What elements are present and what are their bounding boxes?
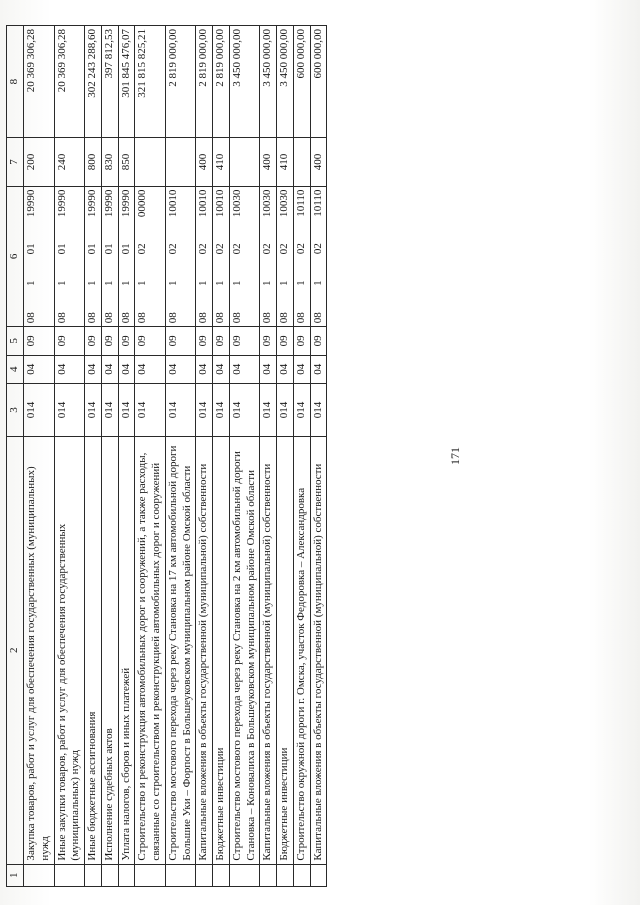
cell-col-5: 09 (293, 327, 310, 355)
cell-col-4: 04 (54, 355, 85, 383)
target-code (261, 190, 275, 324)
cell-col-3: 014 (196, 383, 213, 436)
target-code (86, 190, 100, 324)
code-part-4: 10030 (278, 189, 290, 218)
table-row (213, 26, 230, 887)
code-part-1: 08 (55, 312, 68, 324)
cell-col-6 (310, 186, 327, 327)
code-part-3: 02 (230, 243, 243, 255)
target-code (136, 190, 150, 324)
code-part-3: 01 (55, 243, 68, 255)
cell-name: Строительство и реконструкция автомобильных дорог и сооружений, а также расходы, связанные со строительством и реконструкцией автомобильных дорог и сооружений (135, 437, 166, 865)
cell-col-6 (135, 186, 166, 327)
code-part-2: 1 (197, 280, 210, 287)
cell-col-1 (101, 864, 118, 886)
cell-col-5: 09 (277, 327, 294, 355)
cell-col-5: 09 (213, 327, 230, 355)
code-part-3: 02 (261, 243, 274, 255)
cell-col-1 (293, 864, 310, 886)
cell-col-5: 09 (196, 327, 213, 355)
code-part-2: 1 (86, 280, 98, 287)
code-part-1: 08 (119, 312, 132, 324)
code-part-1: 08 (311, 312, 324, 324)
cell-col-6 (101, 186, 118, 327)
target-code (25, 190, 39, 324)
cell-col-6 (54, 186, 85, 327)
cell-name: Строительство мостового перехода через реку Становка на 2 км автомобильной дороги Становка – Коновалиха в Большеуковском муниципальном районе Омской области (229, 437, 260, 865)
header-col-8: 8 (7, 26, 24, 138)
code-part-4: 19990 (86, 189, 98, 218)
cell-col-1 (310, 864, 327, 886)
code-part-2: 1 (25, 280, 37, 287)
code-part-2: 1 (55, 280, 68, 287)
cell-name: Капитальные вложения в объекты государственной (муниципальной) собственности (196, 437, 213, 865)
target-code (231, 190, 245, 324)
cell-col-7: 830 (101, 138, 118, 186)
code-part-3: 02 (214, 243, 226, 255)
cell-name: Закупка товаров, работ и услуг для обеспечения государственных (муниципальных) нужд (24, 437, 55, 865)
cell-col-6 (293, 186, 310, 327)
cell-name: Строительство окружной дороги г. Омска, участок Федоровка – Александровка (293, 437, 310, 865)
header-col-3: 3 (7, 383, 24, 436)
cell-col-4: 04 (293, 355, 310, 383)
cell-col-5: 09 (165, 327, 196, 355)
target-code (120, 190, 134, 324)
cell-col-3: 014 (101, 383, 118, 436)
cell-amount: 3 450 000,00 (277, 26, 294, 138)
cell-col-3: 014 (135, 383, 166, 436)
code-part-2: 1 (166, 280, 179, 287)
cell-col-4: 04 (135, 355, 166, 383)
table-row (165, 26, 196, 887)
cell-col-3: 014 (118, 383, 135, 436)
cell-name: Бюджетные инвестиции (277, 437, 294, 865)
cell-col-3: 014 (310, 383, 327, 436)
code-part-4: 19990 (119, 189, 132, 218)
cell-col-3: 014 (24, 383, 55, 436)
code-part-1: 08 (166, 312, 179, 324)
page-number: 171 (448, 447, 462, 465)
code-part-3: 01 (25, 243, 37, 255)
cell-col-6 (277, 186, 294, 327)
code-part-1: 08 (294, 312, 307, 324)
cell-col-6 (196, 186, 213, 327)
cell-amount: 3 450 000,00 (260, 26, 277, 138)
code-part-4: 10110 (311, 189, 324, 217)
header-col-5: 5 (7, 327, 24, 355)
cell-col-7: 200 (24, 138, 55, 186)
cell-col-7 (165, 138, 196, 186)
table-row (277, 26, 294, 887)
code-part-3: 01 (102, 243, 115, 255)
header-col-2: 2 (7, 437, 24, 865)
header-col-6: 6 (7, 186, 24, 327)
cell-name: Иные закупки товаров, работ и услуг для обеспечения государственных (муниципальных) нужд (54, 437, 85, 865)
cell-col-4: 04 (277, 355, 294, 383)
cell-col-4: 04 (101, 355, 118, 383)
table-row (85, 26, 102, 887)
target-code (295, 190, 309, 324)
cell-col-4: 04 (229, 355, 260, 383)
cell-col-3: 014 (85, 383, 102, 436)
cell-amount: 397 812,53 (101, 26, 118, 138)
cell-col-3: 014 (213, 383, 230, 436)
cell-name: Капитальные вложения в объекты государственной (муниципальной) собственности (260, 437, 277, 865)
cell-amount: 20 369 306,28 (54, 26, 85, 138)
table-row (118, 26, 135, 887)
cell-col-5: 09 (54, 327, 85, 355)
code-part-1: 08 (86, 312, 98, 324)
cell-col-5: 09 (101, 327, 118, 355)
code-part-3: 02 (278, 243, 290, 255)
code-part-3: 01 (119, 243, 132, 255)
cell-col-5: 09 (310, 327, 327, 355)
cell-col-7: 850 (118, 138, 135, 186)
table-row (135, 26, 166, 887)
cell-col-1 (196, 864, 213, 886)
cell-name: Бюджетные инвестиции (213, 437, 230, 865)
cell-col-7 (293, 138, 310, 186)
code-part-4: 00000 (136, 189, 149, 218)
cell-col-1 (277, 864, 294, 886)
cell-col-4: 04 (310, 355, 327, 383)
cell-amount: 321 815 825,21 (135, 26, 166, 138)
header-col-7: 7 (7, 138, 24, 186)
cell-col-1 (85, 864, 102, 886)
cell-col-1 (213, 864, 230, 886)
code-part-2: 1 (230, 280, 243, 287)
cell-col-6 (260, 186, 277, 327)
code-part-3: 02 (311, 243, 324, 255)
cell-col-6 (24, 186, 55, 327)
cell-col-4: 04 (165, 355, 196, 383)
code-part-1: 08 (102, 312, 115, 324)
cell-amount: 20 369 306,28 (24, 26, 55, 138)
target-code (278, 190, 292, 324)
cell-col-7: 410 (213, 138, 230, 186)
cell-col-4: 04 (24, 355, 55, 383)
code-part-3: 02 (166, 243, 179, 255)
cell-col-6 (165, 186, 196, 327)
table-row (293, 26, 310, 887)
code-part-2: 1 (294, 280, 307, 286)
table-row (24, 26, 55, 887)
cell-col-1 (24, 864, 55, 886)
cell-amount: 301 845 476,07 (118, 26, 135, 138)
cell-col-5: 09 (118, 327, 135, 355)
code-part-1: 08 (136, 312, 149, 324)
cell-col-7 (135, 138, 166, 186)
cell-name: Уплата налогов, сборов и иных платежей (118, 437, 135, 865)
cell-col-7: 800 (85, 138, 102, 186)
code-part-4: 19990 (102, 189, 115, 218)
table-row (196, 26, 213, 887)
code-part-4: 19990 (25, 189, 37, 218)
cell-name: Строительство мостового перехода через реку Становка на 17 км автомобильной дороги Большие Уки – Форпост в Большеуковском муниципальном районе Омской области (165, 437, 196, 865)
code-part-3: 02 (197, 243, 210, 255)
cell-col-4: 04 (196, 355, 213, 383)
code-part-2: 1 (278, 280, 290, 287)
code-part-2: 1 (311, 280, 324, 286)
cell-col-5: 09 (260, 327, 277, 355)
cell-col-3: 014 (165, 383, 196, 436)
target-code (214, 190, 228, 324)
cell-col-6 (118, 186, 135, 327)
cell-amount: 600 000,00 (310, 26, 327, 138)
cell-col-1 (260, 864, 277, 886)
target-code (103, 190, 117, 324)
cell-col-4: 04 (260, 355, 277, 383)
code-part-4: 10110 (294, 189, 307, 217)
cell-col-4: 04 (118, 355, 135, 383)
cell-col-7: 400 (260, 138, 277, 186)
code-part-2: 1 (102, 280, 115, 287)
cell-amount: 600 000,00 (293, 26, 310, 138)
code-part-3: 02 (136, 243, 149, 255)
code-part-1: 08 (214, 312, 226, 324)
cell-amount: 2 819 000,00 (196, 26, 213, 138)
cell-col-6 (85, 186, 102, 327)
cell-col-5: 09 (135, 327, 166, 355)
cell-amount: 3 450 000,00 (229, 26, 260, 138)
cell-col-3: 014 (293, 383, 310, 436)
table-row (229, 26, 260, 887)
cell-name: Капитальные вложения в объекты государственной (муниципальной) собственности (310, 437, 327, 865)
cell-col-1 (229, 864, 260, 886)
code-part-4: 10010 (166, 189, 179, 218)
code-part-2: 1 (214, 280, 226, 287)
table-body (24, 26, 327, 887)
code-part-3: 01 (86, 243, 98, 255)
cell-col-3: 014 (54, 383, 85, 436)
table-row (310, 26, 327, 887)
code-part-1: 08 (25, 312, 37, 324)
header-col-1: 1 (7, 864, 24, 886)
cell-col-3: 014 (229, 383, 260, 436)
cell-col-1 (165, 864, 196, 886)
cell-col-5: 09 (85, 327, 102, 355)
cell-col-7: 400 (196, 138, 213, 186)
code-part-1: 08 (230, 312, 243, 324)
cell-col-1 (135, 864, 166, 886)
code-part-4: 10030 (261, 189, 274, 218)
cell-amount: 2 819 000,00 (213, 26, 230, 138)
table-row (260, 26, 277, 887)
cell-col-1 (54, 864, 85, 886)
code-part-2: 1 (119, 280, 132, 287)
cell-col-5: 09 (24, 327, 55, 355)
cell-col-3: 014 (277, 383, 294, 436)
target-code (56, 190, 70, 324)
code-part-3: 02 (294, 243, 307, 255)
code-part-4: 10010 (197, 189, 210, 218)
target-code (197, 190, 211, 324)
target-code (167, 190, 181, 324)
cell-col-6 (229, 186, 260, 327)
cell-col-7: 410 (277, 138, 294, 186)
cell-name: Иные бюджетные ассигнования (85, 437, 102, 865)
cell-col-6 (213, 186, 230, 327)
code-part-1: 08 (261, 312, 274, 324)
code-part-1: 08 (278, 312, 290, 324)
budget-table (6, 25, 327, 887)
cell-amount: 302 243 288,60 (85, 26, 102, 138)
code-part-2: 1 (261, 280, 274, 287)
cell-col-3: 014 (260, 383, 277, 436)
table-header-row (7, 26, 24, 887)
code-part-2: 1 (136, 280, 149, 287)
header-col-4: 4 (7, 355, 24, 383)
cell-col-7 (229, 138, 260, 186)
table-row (101, 26, 118, 887)
cell-name: Исполнение судебных актов (101, 437, 118, 865)
cell-col-7: 240 (54, 138, 85, 186)
cell-col-7: 400 (310, 138, 327, 186)
code-part-4: 10010 (214, 189, 226, 218)
code-part-1: 08 (197, 312, 210, 324)
code-part-4: 10030 (230, 189, 243, 218)
cell-col-4: 04 (213, 355, 230, 383)
cell-col-5: 09 (229, 327, 260, 355)
cell-col-1 (118, 864, 135, 886)
target-code (312, 190, 326, 324)
table-row (54, 26, 85, 887)
code-part-4: 19990 (55, 189, 68, 218)
cell-col-4: 04 (85, 355, 102, 383)
cell-amount: 2 819 000,00 (165, 26, 196, 138)
